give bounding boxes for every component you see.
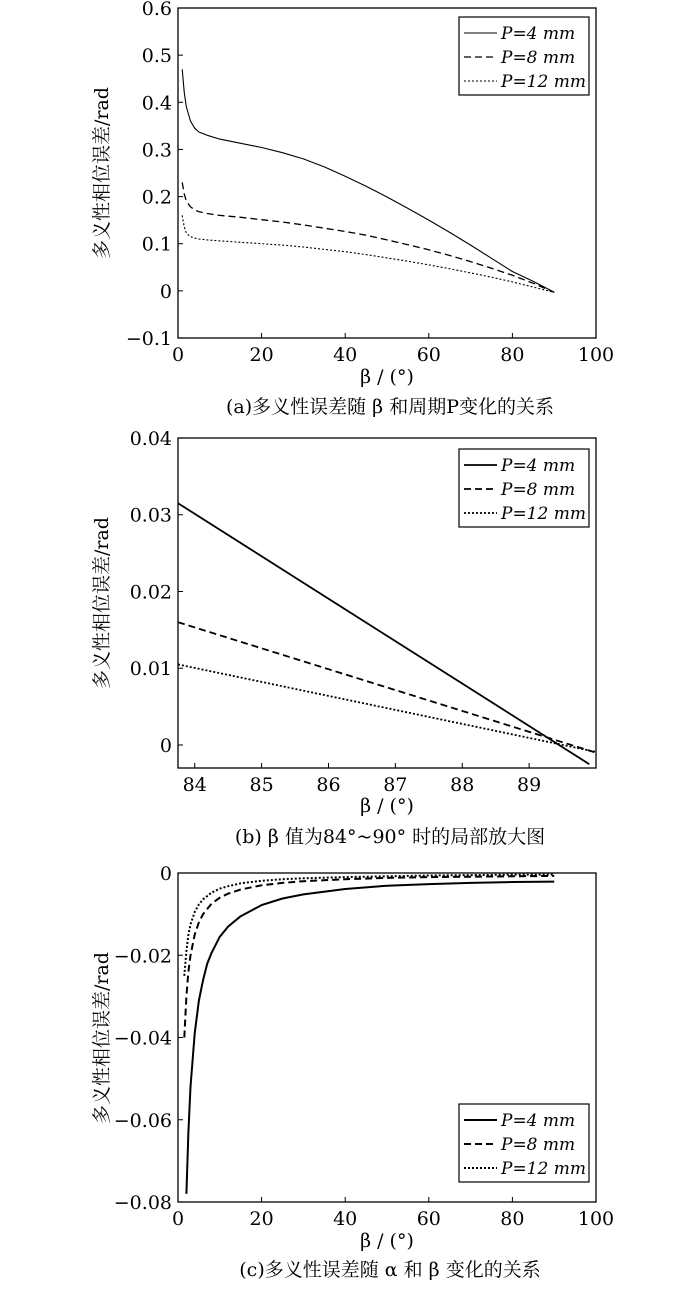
- x-tick-label: 84: [182, 774, 207, 796]
- x-axis-label: β / (°): [360, 366, 414, 388]
- series-line-p8mm: [184, 876, 554, 1038]
- x-tick-label: 89: [517, 774, 542, 796]
- y-tick-label: 0: [159, 280, 172, 303]
- legend-label: P=8 mm: [501, 1135, 576, 1155]
- legend-label: P=12 mm: [501, 504, 586, 524]
- x-tick-label: 86: [316, 774, 341, 796]
- legend: [459, 1104, 589, 1182]
- y-tick-label: 0.3: [141, 139, 172, 162]
- series-line-p4mm: [182, 69, 554, 292]
- y-tick-label: −0.1: [125, 328, 172, 350]
- legend-label: P=4 mm: [501, 456, 576, 476]
- y-axis-label: 多义性相位误差/rad: [91, 87, 113, 259]
- y-tick-label: −0.04: [113, 1027, 172, 1050]
- x-tick-label: 87: [383, 774, 408, 796]
- y-tick-label: 0: [159, 734, 172, 757]
- x-tick-label: 88: [450, 774, 475, 796]
- y-tick-label: 0.04: [129, 428, 172, 450]
- x-axis-label: β / (°): [360, 1230, 414, 1252]
- series-group: [178, 503, 596, 764]
- y-tick-label: −0.02: [113, 945, 172, 968]
- chart-panel-b: [91, 428, 596, 848]
- x-tick-label: 60: [416, 1208, 441, 1230]
- y-tick-label: 0.4: [141, 92, 172, 115]
- x-tick-label: 20: [249, 344, 274, 366]
- x-tick-label: 100: [577, 1208, 615, 1230]
- legend-label: P=8 mm: [501, 480, 576, 500]
- legend: [459, 449, 589, 527]
- chart-panel-c: [91, 863, 614, 1281]
- series-group: [182, 69, 554, 292]
- y-axis-label: 多义性相位误差/rad: [91, 517, 113, 689]
- y-tick-label: 0.02: [129, 581, 172, 604]
- y-tick-label: −0.06: [113, 1109, 172, 1132]
- y-tick-label: 0: [159, 863, 172, 885]
- x-tick-label: 20: [249, 1208, 274, 1230]
- legend-label: P=8 mm: [501, 48, 576, 68]
- x-tick-label: 80: [500, 1208, 525, 1230]
- series-line-p8mm: [182, 182, 554, 292]
- series-line-p4mm: [178, 503, 589, 764]
- x-tick-label: 40: [333, 344, 358, 366]
- series-line-p12mm: [182, 215, 554, 292]
- chart-caption: (c)多义性误差随 α 和 β 变化的关系: [239, 1259, 541, 1281]
- y-tick-label: 0.1: [141, 233, 172, 256]
- y-axis-label: 多义性相位误差/rad: [91, 952, 113, 1124]
- legend-label: P=4 mm: [501, 24, 576, 44]
- chart-panel-a: [91, 0, 614, 418]
- x-tick-label: 100: [577, 344, 615, 366]
- x-tick-label: 0: [171, 1208, 185, 1230]
- x-tick-label: 85: [249, 774, 274, 796]
- y-tick-label: 0.5: [141, 45, 172, 68]
- y-tick-label: −0.08: [113, 1192, 172, 1214]
- y-tick-label: 0.2: [141, 186, 172, 209]
- y-tick-label: 0.03: [129, 504, 172, 527]
- series-line-p8mm: [178, 622, 596, 753]
- legend-label: P=4 mm: [501, 1111, 576, 1131]
- legend-label: P=12 mm: [501, 72, 586, 92]
- legend: [459, 17, 589, 95]
- chart-caption: (a)多义性误差随 β 和周期P变化的关系: [225, 396, 555, 418]
- y-tick-label: 0.01: [129, 658, 172, 681]
- x-tick-label: 0: [171, 344, 185, 366]
- chart-caption: (b) β 值为84°~90° 时的局部放大图: [234, 826, 546, 848]
- x-tick-label: 60: [416, 344, 441, 366]
- legend-label: P=12 mm: [501, 1159, 586, 1179]
- series-line-p12mm: [178, 664, 596, 752]
- y-tick-label: 0.6: [141, 0, 172, 20]
- x-tick-label: 40: [333, 1208, 358, 1230]
- x-axis-label: β / (°): [360, 795, 414, 817]
- x-tick-label: 80: [500, 344, 525, 366]
